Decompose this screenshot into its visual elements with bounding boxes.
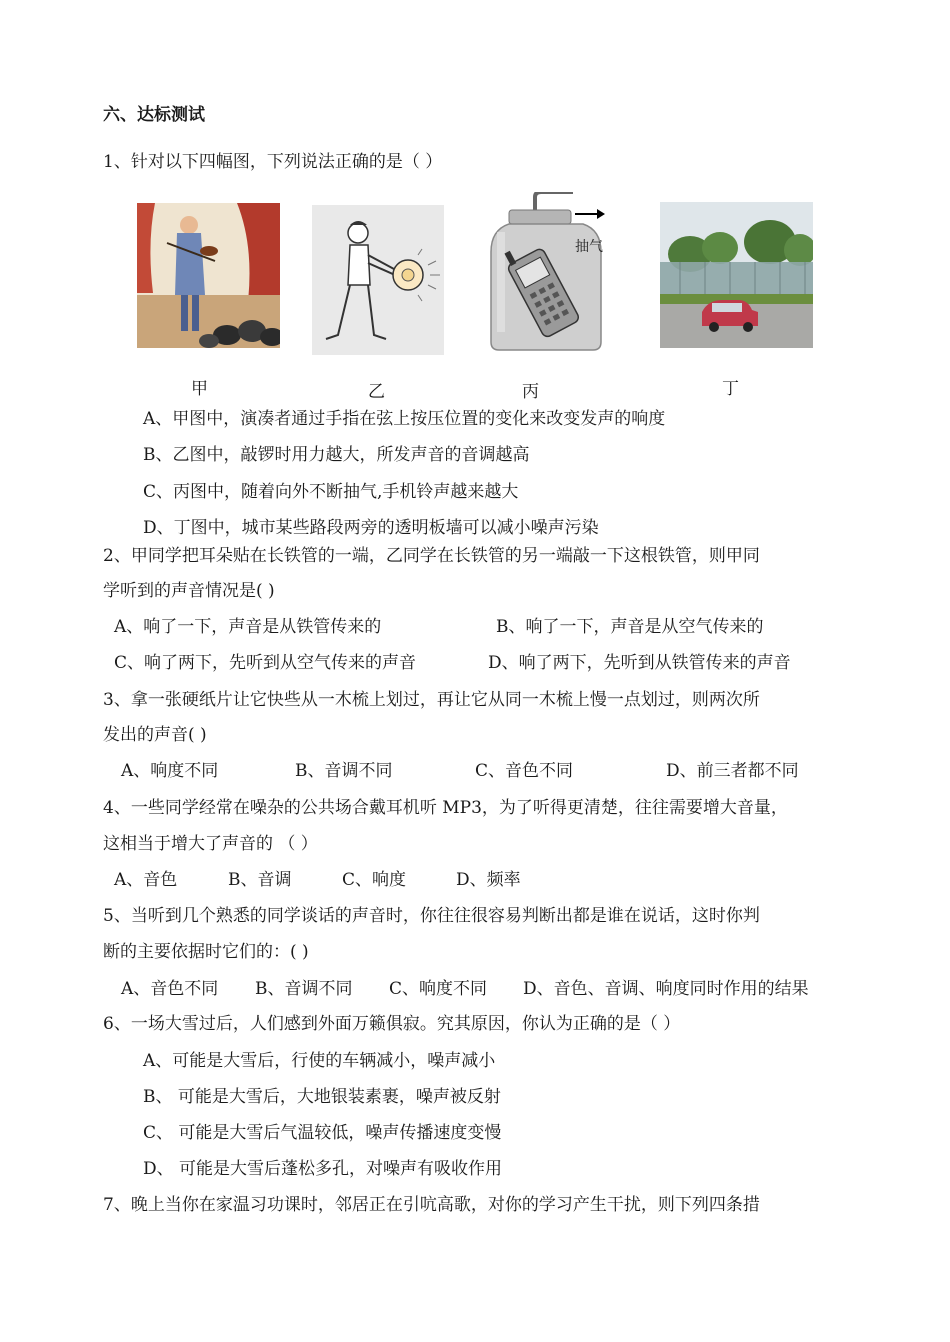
q3-option-d: D、前三者都不同 (666, 761, 799, 781)
q4-option-b: B、音调 (228, 870, 292, 890)
caption-yi: 乙 (368, 382, 385, 402)
q2-option-a: A、响了一下，声音是从铁管传来的 (114, 617, 382, 637)
q1-option-a: A、甲图中，演凑者通过手指在弦上按压位置的变化来改变发声的响度 (143, 409, 666, 429)
q2-option-c: C、响了两下，先听到从空气传来的声音 (114, 653, 417, 673)
figure-violinist (137, 203, 280, 348)
question-1-stem: 1、针对以下四幅图，下列说法正确的是（ ） (103, 152, 443, 172)
q1-option-d: D、丁图中，城市某些路段两旁的透明板墙可以减小噪声污染 (143, 518, 599, 538)
q1-option-b: B、乙图中，敲锣时用力越大，所发声音的音调越高 (143, 445, 530, 465)
q6-option-d: D、 可能是大雪后蓬松多孔，对噪声有吸收作用 (143, 1159, 503, 1179)
question-2-stem-line2: 学听到的声音情况是( ) (103, 581, 275, 601)
q2-option-b: B、响了一下，声音是从空气传来的 (496, 617, 764, 637)
question-5-stem-line1: 5、当听到几个熟悉的同学谈话的声音时，你往往很容易判断出都是谁在说话，这时你判 (103, 906, 760, 926)
question-4-stem-line2: 这相当于增大了声音的 （ ） (103, 834, 318, 854)
question-5-stem-line2: 断的主要依据时它们的：( ) (103, 942, 309, 962)
caption-ding: 丁 (722, 379, 739, 399)
jar-label: 抽气 (575, 239, 603, 255)
q2-option-d: D、响了两下，先听到从铁管传来的声音 (488, 653, 791, 673)
q3-option-a: A、响度不同 (121, 761, 219, 781)
q3-option-b: B、音调不同 (295, 761, 393, 781)
question-6-stem: 6、一场大雪过后，人们感到外面万籁俱寂。究其原因，你认为正确的是（ ） (103, 1014, 681, 1034)
q5-option-c: C、响度不同 (389, 979, 488, 999)
q5-option-b: B、音调不同 (255, 979, 353, 999)
caption-jia: 甲 (191, 379, 208, 399)
q5-option-a: A、音色不同 (121, 979, 219, 999)
q4-option-d: D、频率 (456, 870, 521, 890)
figure-bell-jar (483, 192, 618, 352)
q6-option-b: B、 可能是大雪后，大地银装素裹，噪声被反射 (143, 1087, 501, 1107)
figure-gong (312, 205, 444, 355)
q5-option-d: D、音色、音调、响度同时作用的结果 (523, 979, 809, 999)
section-title: 六、达标测试 (103, 105, 205, 125)
question-3-stem-line1: 3、拿一张硬纸片让它快些从一木梳上划过，再让它从同一木梳上慢一点划过，则两次所 (103, 690, 760, 710)
caption-bing: 丙 (522, 382, 539, 402)
question-3-stem-line2: 发出的声音( ) (103, 725, 207, 745)
q3-option-c: C、音色不同 (475, 761, 574, 781)
q6-option-a: A、可能是大雪后，行使的车辆减小，噪声减小 (143, 1051, 496, 1071)
q6-option-c: C、 可能是大雪后气温较低，噪声传播速度变慢 (143, 1123, 502, 1143)
question-2-stem-line1: 2、甲同学把耳朵贴在长铁管的一端，乙同学在长铁管的另一端敲一下这根铁管，则甲同 (103, 546, 760, 566)
question-7-stem-line1: 7、晚上当你在家温习功课时，邻居正在引吭高歌，对你的学习产生干扰，则下列四条措 (103, 1195, 760, 1215)
question-4-stem-line1: 4、一些同学经常在噪杂的公共场合戴耳机听 MP3，为了听得更清楚，往往需要增大音量， (103, 798, 788, 818)
figure-road-barrier (660, 202, 813, 348)
q4-option-a: A、音色 (114, 870, 178, 890)
q4-option-c: C、响度 (342, 870, 407, 890)
q1-option-c: C、丙图中，随着向外不断抽气,手机铃声越来越大 (143, 482, 519, 502)
